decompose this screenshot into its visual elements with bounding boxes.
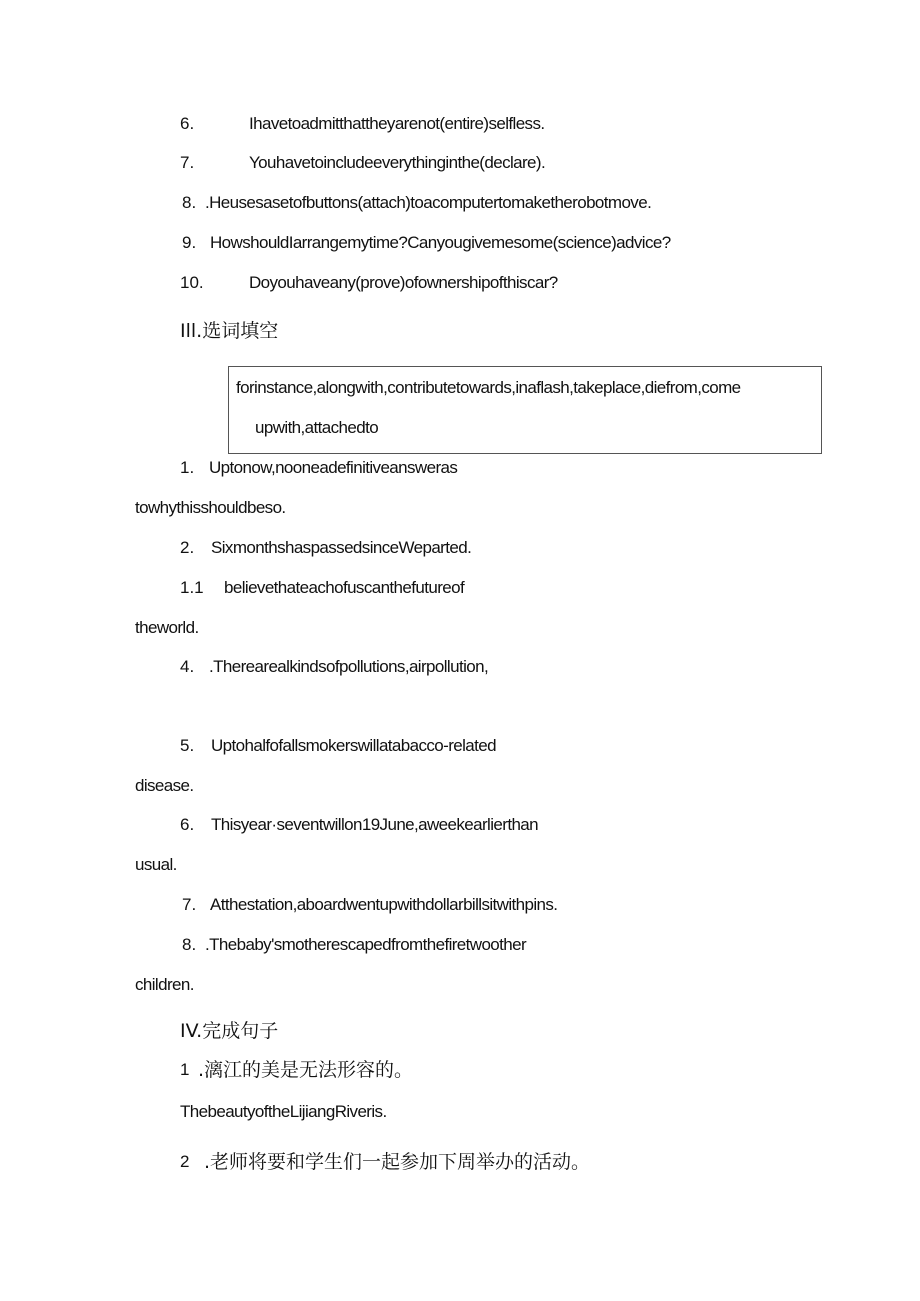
word-bank-line: forinstance,alongwith,contributetowards,inaflash,takeplace,diefrom,come	[236, 378, 741, 397]
exercise-sentence: Doyouhaveany(prove)ofownershipofthiscar?	[249, 273, 558, 292]
exercise-sentence-continued: towhythisshouldbeso.	[135, 498, 286, 517]
exercise-sentence: .Heusesasetofbuttons(attach)toacomputertomaketherobotmove.	[205, 193, 652, 212]
item-number: 1.	[180, 458, 195, 477]
section-heading: Ill.选词填空	[180, 320, 279, 342]
item-number: 1	[180, 1060, 190, 1079]
item-number: 9.	[182, 233, 197, 252]
chinese-sentence: .老师将要和学生们一起参加下周举办的活动。	[204, 1151, 591, 1173]
item-number: 10.	[180, 273, 204, 292]
exercise-sentence: .Thebaby'smotherescapedfromthefiretwoother	[205, 935, 527, 954]
exercise-sentence-continued: theworld.	[135, 618, 199, 637]
item-number: 6.	[180, 815, 195, 834]
item-number: 2.	[180, 538, 195, 557]
item-number: 7.	[182, 895, 197, 914]
item-number: 8.	[182, 935, 197, 954]
exercise-sentence: Thisyear·seventwillon19June,aweekearlierthan	[211, 815, 539, 834]
exercise-sentence-continued: children.	[135, 975, 194, 994]
item-number: 6.	[180, 114, 195, 133]
exercise-sentence: Youhavetoincludeeverythinginthe(declare).	[249, 153, 546, 172]
english-answer-line: ThebeautyoftheLijiangRiveris.	[180, 1102, 387, 1121]
item-number: 1.1	[180, 578, 204, 597]
item-number: 4.	[180, 657, 195, 676]
exercise-sentence-continued: disease.	[135, 776, 194, 795]
exercise-sentence: Ihavetoadmitthattheyarenot(entire)selfless.	[249, 114, 545, 133]
item-number: 5.	[180, 736, 195, 755]
exercise-sentence: SixmonthshaspassedsinceWeparted.	[211, 538, 472, 557]
section-heading: IV.完成句子	[180, 1020, 279, 1042]
exercise-sentence: believethateachofuscanthefutureof	[224, 578, 465, 597]
exercise-sentence: HowshouldIarrangemytime?Canyougivemesome(science)advice?	[210, 233, 671, 252]
item-number: 8.	[182, 193, 197, 212]
exercise-sentence: Uptonow,nooneadefinitiveansweras	[209, 458, 458, 477]
word-bank-line: upwith,attachedto	[255, 418, 379, 437]
exercise-sentence: Uptohalfofallsmokerswillatabacco-related	[211, 736, 496, 755]
item-number: 7.	[180, 153, 195, 172]
chinese-sentence: .漓江的美是无法形容的。	[198, 1059, 414, 1081]
exercise-sentence-continued: usual.	[135, 855, 177, 874]
exercise-sentence: .Therearealkindsofpollutions,airpollution,	[209, 657, 489, 676]
item-number: 2	[180, 1152, 190, 1171]
exercise-sentence: Atthestation,aboardwentupwithdollarbillsitwithpins.	[210, 895, 558, 914]
